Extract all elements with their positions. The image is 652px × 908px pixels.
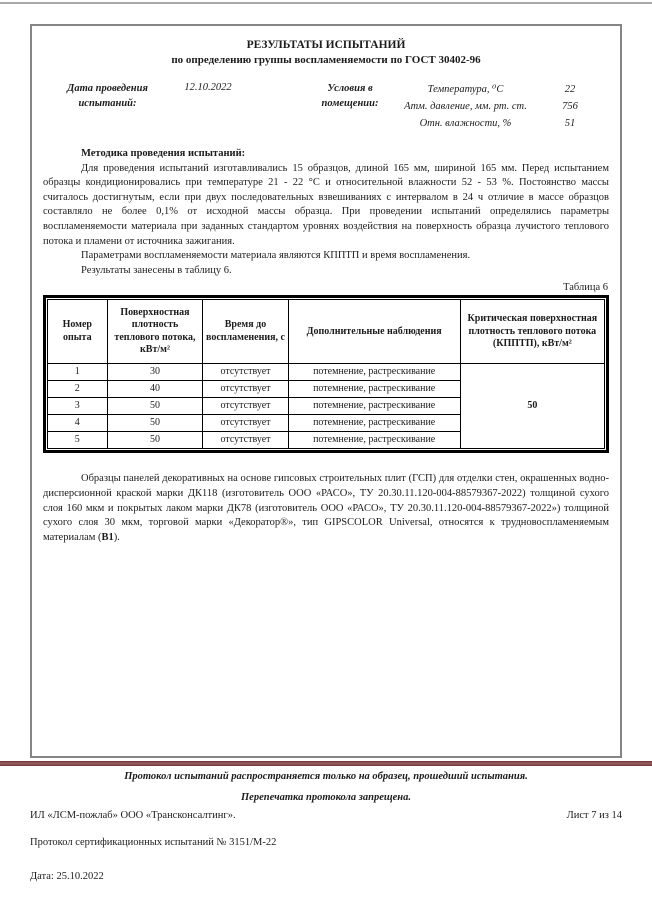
lab-name: ИЛ «ЛСМ-пожлаб» ООО «Трансконсалтинг». bbox=[30, 810, 236, 821]
cell-flux: 50 bbox=[107, 432, 203, 449]
cell-time: отсутствует bbox=[203, 381, 288, 398]
header-critical-flux: Критическая поверхностная плотность теплового потока (КППТП), кВт/м² bbox=[460, 300, 604, 364]
cell-flux: 30 bbox=[107, 364, 203, 381]
cell-test-number: 2 bbox=[48, 381, 108, 398]
condition-row bbox=[400, 98, 609, 115]
cell-time: отсутствует bbox=[203, 432, 288, 449]
sample-text-after: ). bbox=[113, 531, 120, 543]
sample-description-paragraph bbox=[43, 472, 609, 545]
conditions-label: Условия в помещении: bbox=[321, 83, 379, 109]
cell-observation: потемнение, растрескивание bbox=[288, 398, 460, 415]
report-frame bbox=[30, 24, 622, 758]
table-header-row bbox=[48, 300, 605, 364]
cell-observation: потемнение, растрескивание bbox=[288, 364, 460, 381]
page-subtitle: по определению группы воспламеняемости по ГОСТ 30402-96 bbox=[171, 54, 481, 66]
results-table-frame bbox=[43, 295, 609, 453]
header-heat-flux-density: Поверхностная плотность теплового потока, кВт/м² bbox=[107, 300, 203, 364]
sample-text-before: Образцы панелей декоративных на основе гипсовых строительных плит (ГСП) для отделки стен, окрашенных водно-дисперсионной краской марки ДК118 (изготовитель ООО «РАСО», ТУ 20.30.11.120-004-88579367-2022) толщиной сухого слоя 160 мкм и покрытых лаком марки ДК78 (изготовитель ООО «РАСО», ТУ 20.30.11.120-004-88579367-2022») толщиной сухого слоя 30 мкм, торговой марки «Декоратор®», тип GIPSCOLOR Universal, относятся к трудновоспламеняемым материалам ( bbox=[43, 473, 609, 543]
condition-value: 756 bbox=[562, 101, 578, 112]
cell-time: отсутствует bbox=[203, 415, 288, 432]
cell-kpptp-value: 50 bbox=[460, 364, 604, 449]
condition-value: 51 bbox=[564, 118, 576, 129]
condition-label: Температура, ⁰С bbox=[427, 84, 504, 95]
cell-flux: 40 bbox=[107, 381, 203, 398]
table-caption: Таблица 6 bbox=[563, 282, 608, 294]
header-observations: Дополнительные наблюдения bbox=[288, 300, 460, 364]
header-test-number: Номер опыта bbox=[48, 300, 108, 364]
methodology-heading: Методика проведения испытаний: bbox=[81, 148, 246, 159]
cell-flux: 50 bbox=[107, 415, 203, 432]
cell-observation: потемнение, растрескивание bbox=[288, 432, 460, 449]
cell-observation: потемнение, растрескивание bbox=[288, 415, 460, 432]
parameters-line: Параметрами воспламеняемости материала являются КППТП и время воспламенения. bbox=[81, 250, 471, 262]
condition-row bbox=[400, 115, 609, 132]
page-title: РЕЗУЛЬТАТЫ ИСПЫТАНИЙ bbox=[246, 39, 406, 51]
condition-row bbox=[400, 81, 609, 98]
table-row bbox=[48, 364, 605, 381]
condition-label: Отн. влажности, % bbox=[419, 118, 512, 129]
condition-label: Атм. давление, мм. рт. ст. bbox=[404, 101, 527, 112]
protocol-number-line: Протокол сертификационных испытаний № 3151/М-22 bbox=[30, 837, 277, 848]
results-line: Результаты занесены в таблицу 6. bbox=[81, 264, 232, 276]
results-table bbox=[47, 299, 605, 449]
cell-test-number: 1 bbox=[48, 364, 108, 381]
cell-observation: потемнение, растрескивание bbox=[288, 381, 460, 398]
methodology-section bbox=[43, 147, 609, 278]
top-divider-line bbox=[0, 2, 652, 4]
footer-lab-row bbox=[30, 810, 622, 821]
flammability-group: В1 bbox=[101, 531, 114, 543]
footer-notice-reprint: Перепечатка протокола запрещена. bbox=[241, 792, 411, 803]
test-info-block bbox=[43, 81, 609, 132]
footer-date-line: Дата: 25.10.2022 bbox=[30, 871, 104, 882]
sheet-number: Лист 7 из 14 bbox=[566, 810, 622, 821]
maroon-divider-line bbox=[0, 761, 652, 766]
cell-time: отсутствует bbox=[203, 364, 288, 381]
methodology-paragraph: Для проведения испытаний изготавливались 15 образцов, длиной 165 мм, шириной 165 мм. Перед испытанием образцы кондиционировались при температуре 21 - 22 °С и относительной влажности 52 - 53 %. Постоянство массы считалось достигнутым, если при двух последовательных взвешиваниях с интервалом в 24 ч отличие в массе образцов составляло не более 0,1% от исходной массы образца. При проведении испытаний определялись параметры воспламеняемости материала при заданных стандартом уровнях воздействия на поверхность образца лучистого теплового потока и пламени от источника зажигания. bbox=[43, 162, 609, 247]
cell-time: отсутствует bbox=[203, 398, 288, 415]
cell-test-number: 3 bbox=[48, 398, 108, 415]
cell-test-number: 5 bbox=[48, 432, 108, 449]
date-label: Дата проведения испытаний: bbox=[67, 83, 148, 109]
conditions-list bbox=[400, 81, 609, 132]
date-value: 12.10.2022 bbox=[184, 82, 232, 93]
cell-flux: 50 bbox=[107, 398, 203, 415]
cell-test-number: 4 bbox=[48, 415, 108, 432]
footer-notice-scope: Протокол испытаний распространяется только на образец, прошедший испытания. bbox=[124, 771, 528, 782]
header-ignition-time: Время до воспламенения, с bbox=[203, 300, 288, 364]
condition-value: 22 bbox=[564, 84, 576, 95]
